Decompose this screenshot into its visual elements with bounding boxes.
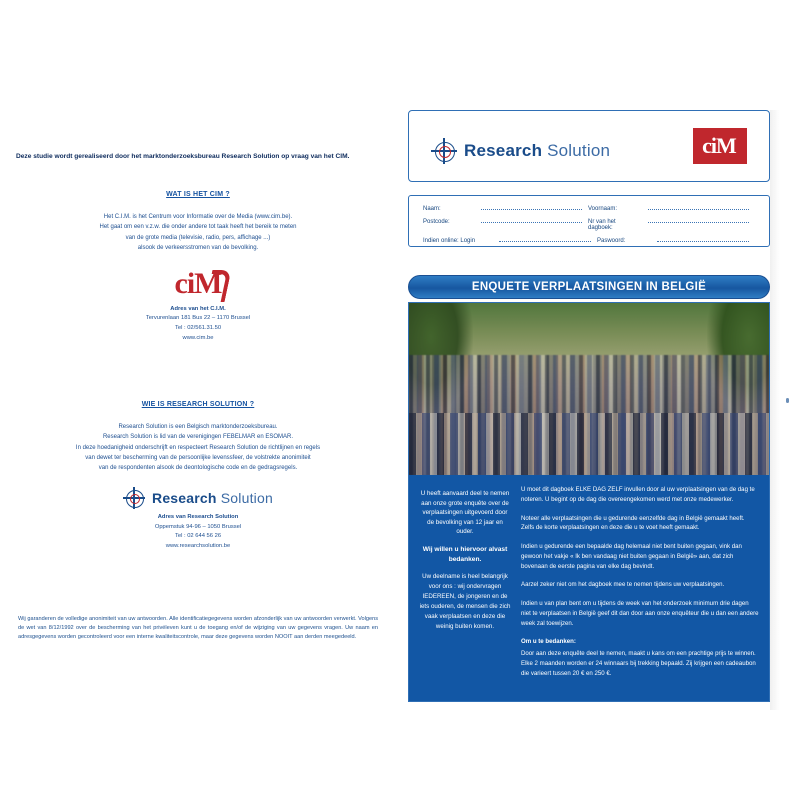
- main-note-p3: Indien u gedurende een bepaalde dag helemaal niet bent buiten gegaan, vink dan gewoon het vakje « Ik ben vandaag niet buiten gegaan in België» aan, dat zich bovenaan de eerste pagina van elke dag bevindt.: [521, 543, 742, 570]
- research-solution-logo: [28, 487, 368, 509]
- main-instructions: [521, 485, 759, 687]
- brand-header-box: [408, 110, 770, 182]
- rs-address-line-1: Oppemstuk 94-96 – 1050 Brussel: [154, 523, 242, 530]
- respondent-form: [408, 195, 770, 247]
- intro-line: Deze studie wordt gerealiseerd door het marktonderzoeksbureau Research Solution op vraag van het CIM.: [16, 153, 350, 160]
- cim-header-text: ciM: [702, 133, 736, 158]
- cim-section-body: [28, 212, 368, 253]
- cover-body: [408, 302, 770, 702]
- cim-logo: [166, 267, 230, 301]
- cim-website[interactable]: www.cim.be: [182, 334, 214, 341]
- cim-section: [28, 190, 368, 343]
- research-solution-section: [28, 400, 368, 551]
- naam-input[interactable]: [481, 202, 582, 210]
- main-note-p2: Noteer alle verplaatsingen die u gedurende eenzelfde dag in België gemaakt heeft. Zelfs de korte verplaatsingen en deze die u te voet heeft gemaakt.: [521, 514, 745, 532]
- side-note: [419, 489, 511, 632]
- side-note-thanks: Wij willen u hiervoor alvast bedanken.: [422, 546, 508, 564]
- rs-section-title: WIE IS RESEARCH SOLUTION ?: [141, 401, 255, 408]
- form-row-postcode: [423, 215, 755, 231]
- research-solution-logo-header: [431, 138, 610, 164]
- form-row-naam: [423, 202, 755, 212]
- rs-logo-bold: Research: [152, 489, 217, 506]
- cim-body-line-4: alsook de verkeersstromen van de bevolking.: [137, 244, 259, 251]
- survey-title-banner: ENQUETE VERPLAATSINGEN IN BELGIË: [408, 275, 770, 299]
- rs-address: [28, 513, 368, 551]
- privacy-legal-text: Wij garanderen de volledige anonimiteit van uw antwoorden. Alle identificatiegegevens worden afzonderlijk van uw antwoorden verwerkt. Volgens de wet van 8/12/1992 over de bescherming van het privéleven kunt u de toegang en/of de wijziging van uw gegevens vragen. Uw naam en adresgegevens worden gecontroleerd voor een interne kwaliteitscontrole, maar deze gegevens worden NOOIT aan derden meegedeeld.: [18, 616, 378, 641]
- postcode-label: Postcode:: [423, 219, 450, 225]
- cim-logo-text: ciM: [174, 266, 222, 300]
- rs-header-bold: Research: [464, 141, 543, 160]
- postcode-input[interactable]: [481, 215, 582, 223]
- cim-address-line-2: Tel : 02/561.31.50: [174, 325, 222, 332]
- dagboek-label: Nr van het dagboek:: [588, 219, 616, 231]
- cim-section-title: WAT IS HET CIM ?: [166, 191, 230, 198]
- main-note-p6: Door aan deze enquête deel te nemen, maakt u kans om een prachtige prijs te winnen. Elke 2 maanden worden er 24 winnaars bij trekking bepaald. Zij krijgen een cadeaubon die varieert tussen 20 € en 250 €.: [521, 650, 756, 677]
- target-crosshair-icon: [431, 138, 457, 164]
- login-label: Indien online: Login: [423, 238, 476, 244]
- rs-website[interactable]: www.researchsolution.be: [165, 542, 231, 549]
- cim-body-line-3: van de grote media (televisie, radio, pers, affichage ...): [125, 234, 271, 241]
- main-note-head6: Om u te bedanken:: [521, 638, 576, 646]
- cim-address: [28, 305, 368, 343]
- naam-label: Naam:: [423, 206, 441, 212]
- cim-address-head: Adres van het C.I.M.: [170, 305, 226, 312]
- crowd-layer-front: [409, 413, 770, 475]
- main-note-p1: U moet dit dagboek ELKE DAG ZELF invullen door al uw verplaatsingen van de dag te noteren. U begint op de dag die overeengekomen werd met onze medewerker.: [521, 486, 755, 503]
- cim-address-line-1: Tervurenlaan 181 Bus 22 – 1170 Brussel: [145, 315, 251, 322]
- cim-body-line-2: Het gaat om een v.z.w. die onder andere tot taak heeft het bereik te meten: [99, 224, 297, 231]
- rs-body-line-1: Research Solution is een Belgisch marktonderzoeksbureau.: [118, 424, 278, 431]
- rs-body-line-5: van de respondenten alsook de deontologische code en de gedragsregels.: [98, 464, 298, 471]
- paswoord-label: Paswoord:: [597, 238, 626, 244]
- side-note-p1: U heeft aanvaard deel te nemen aan onze grote enquête over de verplaatsingen uitgevoerd door de bevolking van 12 jaar en ouder.: [420, 490, 510, 536]
- login-input[interactable]: [499, 234, 591, 242]
- side-note-p2: Uw deelname is heel belangrijk voor ons : wij ondervragen IEDEREEN, de jongeren en de iets ouderen, de mensen die zich vaak verplaatsen en deze die weinig buiten komen.: [419, 573, 511, 631]
- cover-text-area: [409, 475, 770, 701]
- dagboek-input[interactable]: [648, 215, 749, 223]
- cim-logo-header: [693, 128, 747, 164]
- cim-body-line-1: Het C.I.M. is het Centrum voor Informatie over de Media (www.cim.be).: [103, 214, 293, 221]
- rs-logo-wordmark: [152, 488, 273, 508]
- rs-body-line-2: Research Solution is lid van de verenigingen FEBELMAR en ESOMAR.: [102, 434, 294, 441]
- voornaam-input[interactable]: [648, 202, 749, 210]
- form-row-login: [423, 234, 755, 244]
- right-panel: [390, 110, 790, 710]
- rs-address-head: Adres van Research Solution: [157, 514, 239, 521]
- rs-logo-light: Solution: [220, 489, 273, 506]
- paswoord-input[interactable]: [657, 234, 749, 242]
- rs-address-line-2: Tel : 02 644 56 26: [174, 533, 222, 540]
- left-panel: [8, 110, 388, 710]
- main-note-p5: Indien u van plan bent om u tijdens de week van het onderzoek minimum drie dagen niet te verplaatsen in België geef dit dan door aan onze enquêteur die u dan een andere week zal toewijzen.: [521, 600, 759, 627]
- target-crosshair-icon: [123, 487, 145, 509]
- rs-body-line-3: In deze hoedanigheid onderschrijft en respecteert Research Solution de richtlijnen en regels: [75, 444, 321, 451]
- rs-header-wordmark: [464, 141, 610, 161]
- main-note-p4: Aarzel zeker niet om het dagboek mee te nemen tijdens uw verplaatsingen.: [521, 581, 725, 589]
- rs-body-line-4: van dewet ter bescherming van de persoonlijke levenssfeer, de volstrekte anonimiteit: [85, 454, 311, 461]
- rs-section-body: [28, 422, 368, 473]
- voornaam-label: Voornaam:: [588, 206, 618, 212]
- rs-header-light: Solution: [547, 141, 611, 160]
- edge-marker: [786, 398, 789, 403]
- crowd-photo: [409, 303, 770, 475]
- page-fold-shadow: [770, 110, 780, 710]
